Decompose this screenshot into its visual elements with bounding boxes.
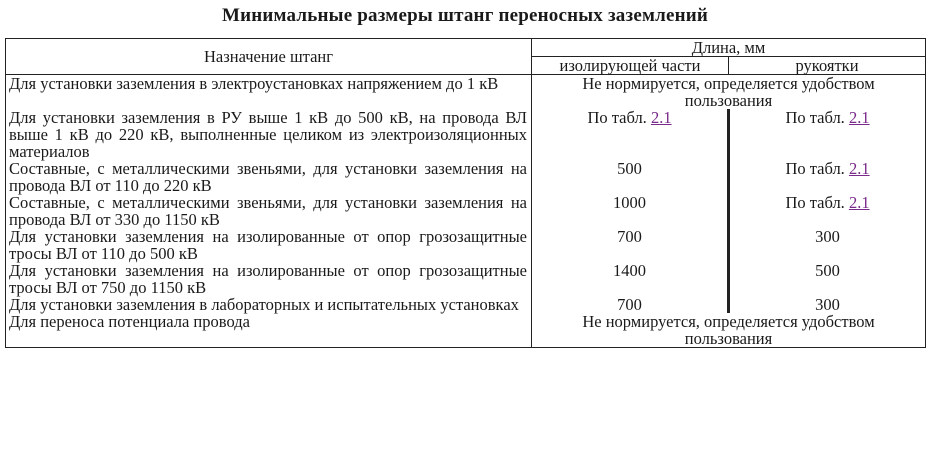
handle-length-cell: 300 xyxy=(729,228,926,262)
purpose-cell: Составные, с металлическими звеньями, для установки заземления на провода ВЛ от 110 до 220 кВ xyxy=(6,160,532,194)
purpose-cell: Для установки заземления в электроустановках напряжением до 1 кВ xyxy=(6,75,532,110)
header-row-1 xyxy=(6,39,926,57)
header-length: Длина, мм xyxy=(532,39,926,57)
page-title: Минимальные размеры штанг переносных заземлений xyxy=(221,5,709,26)
insulating-length-cell: 700 xyxy=(532,228,729,262)
header-handle: рукоятки xyxy=(729,57,926,75)
insulating-length-cell: 1000 xyxy=(532,194,729,228)
handle-length-cell xyxy=(729,194,926,228)
purpose-cell: Для установки заземления в РУ выше 1 кВ до 500 кВ, на провода ВЛ выше 1 кВ до 220 кВ, выполненные целиком из электроизоляционных материалов xyxy=(6,109,532,160)
purpose-cell: Для установки заземления на изолированные от опор грозозащитные тросы ВЛ от 750 до 1150 кВ xyxy=(6,262,532,296)
header-purpose: Назначение штанг xyxy=(6,39,532,75)
table-ref-prefix: По табл. xyxy=(785,159,845,178)
table-row xyxy=(6,313,926,348)
table-row xyxy=(6,228,926,262)
table-ref-link[interactable]: 2.1 xyxy=(848,159,870,178)
header-insulating-part: изолирующей части xyxy=(532,57,729,75)
table-ref-link[interactable]: 2.1 xyxy=(650,108,672,127)
handle-length-cell: 300 xyxy=(729,296,926,313)
table-row xyxy=(6,296,926,313)
purpose-cell: Составные, с металлическими звеньями, для установки заземления на провода ВЛ от 330 до 1150 кВ xyxy=(6,194,532,228)
insulating-length-cell: 500 xyxy=(532,160,729,194)
table-row xyxy=(6,262,926,296)
table-row xyxy=(6,109,926,160)
table-row xyxy=(6,194,926,228)
insulating-length-cell xyxy=(532,109,729,160)
insulating-length-cell: 1400 xyxy=(532,262,729,296)
table-ref-link[interactable]: 2.1 xyxy=(848,193,870,212)
handle-length-cell xyxy=(729,160,926,194)
table-ref-link[interactable]: 2.1 xyxy=(848,108,870,127)
table-row xyxy=(6,75,926,110)
insulating-length-cell: 700 xyxy=(532,296,729,313)
handle-length-cell: 500 xyxy=(729,262,926,296)
merged-value-cell: Не нормируется, определяется удобством пользования xyxy=(532,75,926,110)
merged-value-cell: Не нормируется, определяется удобством пользования xyxy=(532,313,926,348)
purpose-cell: Для переноса потенциала провода xyxy=(6,313,532,348)
table-ref-prefix: По табл. xyxy=(785,193,845,212)
table-ref-prefix: По табл. xyxy=(587,108,647,127)
purpose-cell: Для установки заземления в лабораторных и испытательных установках xyxy=(6,296,532,313)
purpose-cell: Для установки заземления на изолированные от опор грозозащитные тросы ВЛ от 110 до 500 кВ xyxy=(6,228,532,262)
handle-length-cell xyxy=(729,109,926,160)
table-ref-prefix: По табл. xyxy=(785,108,845,127)
table-row xyxy=(6,160,926,194)
rod-sizes-table xyxy=(5,38,926,348)
